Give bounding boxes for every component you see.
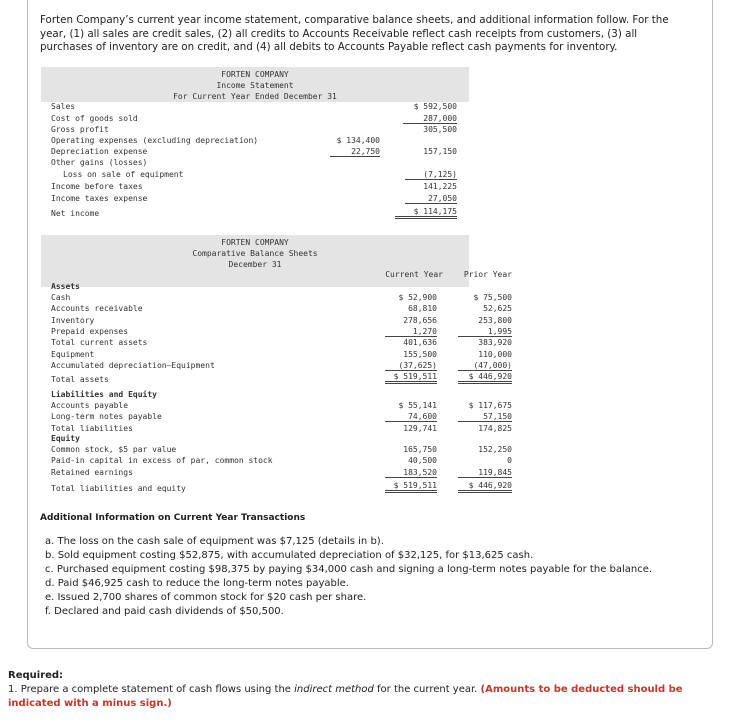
additional-heading: Additional Information on Current Year Transactions [40, 513, 306, 523]
total-assets-label: Total assets [51, 375, 109, 384]
bs-row-current: 74,600 [385, 412, 437, 422]
additional-items [45, 535, 652, 619]
required-text [8, 683, 708, 711]
bs-row-current: 183,520 [385, 468, 437, 478]
bs-row-label: Accumulated depreciation—Equipment [51, 360, 215, 370]
bs-row-label: Equipment [51, 349, 95, 359]
bs-row-label: Common stock, $5 par value [51, 445, 177, 454]
required-label: Required: [8, 670, 64, 681]
bs-row-prior: 52,625 [483, 304, 512, 314]
balance-sheet-header [41, 235, 469, 287]
col-current-year: Current Year [385, 270, 443, 279]
gp-label: Gross profit [51, 125, 109, 134]
bs-row-label: Total liabilities [51, 423, 133, 433]
required-text-part2: for the current year. [373, 684, 481, 695]
bs-row-prior: 383,920 [478, 338, 512, 348]
bs-row-current: 155,500 [403, 349, 437, 359]
bs-row-current: $ 55,141 [398, 401, 437, 410]
ni-label: Net income [51, 209, 100, 218]
bs-row-current: (37,625) [385, 361, 437, 371]
loss-value: (7,125) [405, 170, 457, 180]
other-label: Other gains (losses) [51, 158, 148, 167]
bs-row-current: 129,741 [403, 423, 437, 433]
income-period: For Current Year Ended December 31 [173, 92, 337, 101]
required-note: (Amounts to be deducted should be indicated with a minus sign.) [8, 684, 683, 709]
gp-value: 305,500 [423, 125, 457, 134]
bs-row-prior: 0 [507, 456, 512, 466]
bs-row-prior: 152,250 [478, 445, 512, 454]
tax-value: 27,050 [405, 194, 457, 204]
item-f: f. Declared and paid cash dividends of $50,500. [45, 606, 284, 617]
bs-row-current: $ 52,900 [398, 293, 437, 302]
ibt-label: Income before taxes [51, 182, 143, 191]
bs-row-label: Accounts payable [51, 401, 129, 410]
bs-row-label: Total current assets [51, 338, 148, 348]
item-a: a. The loss on the cash sale of equipment was $7,125 (details in b). [45, 536, 384, 547]
dep-label: Depreciation expense [51, 147, 148, 156]
bs-row-label: Long-term notes payable [51, 412, 162, 422]
total-expense-value: 157,150 [423, 147, 457, 156]
bs-row-label: Inventory [51, 315, 95, 325]
tax-label: Income taxes expense [51, 194, 148, 203]
bs-row-current: 1,270 [385, 327, 437, 337]
required-italic: indirect method [294, 684, 374, 695]
bs-row-prior: 253,800 [478, 315, 512, 325]
bs-row-label: Cash [51, 293, 71, 302]
income-title: Income Statement [216, 81, 294, 90]
balance-company: FORTEN COMPANY [221, 238, 289, 247]
item-e: e. Issued 2,700 shares of common stock for $20 cash per share. [45, 592, 367, 603]
income-statement-header [41, 67, 469, 102]
total-le-label: Total liabilities and equity [51, 484, 186, 493]
required-text-part1: 1. Prepare a complete statement of cash flows using the [8, 684, 295, 695]
loss-label: Loss on sale of equipment [63, 170, 184, 179]
intro-text: Forten Company’s current year income statement, comparative balance sheets, and additional information follow. For the year, (1) all sales are credit sales, (2) all credits to Accounts Receivable reflect cash receipts from customers, (3) all purchases of inventory are on credit, and (4) all debits to Accounts Payable reflect cash payments for inventory. [40, 14, 669, 53]
assets-heading: Assets [51, 282, 80, 291]
item-b: b. Sold equipment costing $52,875, with accumulated depreciation of $32,125, for $13,625 cash. [45, 550, 534, 561]
item-c: c. Purchased equipment costing $98,375 by paying $34,000 cash and signing a long-term notes payable for the balance. [45, 564, 653, 575]
bs-row-current: 68,810 [408, 304, 437, 314]
sales-value: $ 592,500 [413, 102, 457, 111]
bs-row-prior: 1,995 [458, 327, 512, 337]
bs-row-current: 401,636 [403, 338, 437, 348]
cogs-value: 287,000 [403, 114, 457, 124]
total-le-current: $ 519,511 [385, 481, 437, 493]
bs-row-prior: 174,825 [478, 423, 512, 433]
cogs-label: Cost of goods sold [51, 114, 138, 123]
bs-row-current: 40,500 [408, 456, 437, 466]
bs-row-current: 165,750 [403, 445, 437, 454]
sales-label: Sales [51, 102, 76, 111]
opex-value: $ 134,400 [336, 136, 380, 145]
bs-row-prior: 110,000 [478, 349, 512, 359]
ibt-value: 141,225 [423, 182, 457, 191]
equity-heading: Equity [51, 434, 80, 443]
bs-row-prior: $ 75,500 [473, 293, 512, 302]
required-section [8, 669, 708, 711]
total-assets-prior: $ 446,920 [458, 372, 512, 384]
income-company: FORTEN COMPANY [221, 70, 289, 79]
bs-row-prior: $ 117,675 [468, 401, 512, 410]
bs-row-label: Paid-in capital in excess of par, common stock [51, 456, 273, 466]
balance-date: December 31 [228, 260, 282, 269]
dep-value: 22,750 [330, 147, 380, 157]
col-prior-year: Prior Year [463, 270, 512, 279]
item-d: d. Paid $46,925 cash to reduce the long-term notes payable. [45, 578, 349, 589]
opex-label: Operating expenses (excluding depreciation) [51, 136, 259, 145]
total-assets-current: $ 519,511 [385, 372, 437, 384]
bs-row-current: 278,656 [403, 315, 437, 325]
bs-row-label: Retained earnings [51, 467, 133, 477]
total-le-prior: $ 446,920 [458, 481, 512, 493]
ni-value: $ 114,175 [395, 207, 457, 219]
bs-row-prior: 119,845 [458, 468, 512, 478]
liab-eq-heading: Liabilities and Equity [51, 390, 157, 399]
bs-row-label: Prepaid expenses [51, 326, 129, 336]
bs-row-prior: (47,000) [458, 361, 512, 371]
bs-row-label: Accounts receivable [51, 304, 143, 314]
bs-row-prior: 57,150 [458, 412, 512, 422]
balance-title: Comparative Balance Sheets [192, 249, 318, 258]
